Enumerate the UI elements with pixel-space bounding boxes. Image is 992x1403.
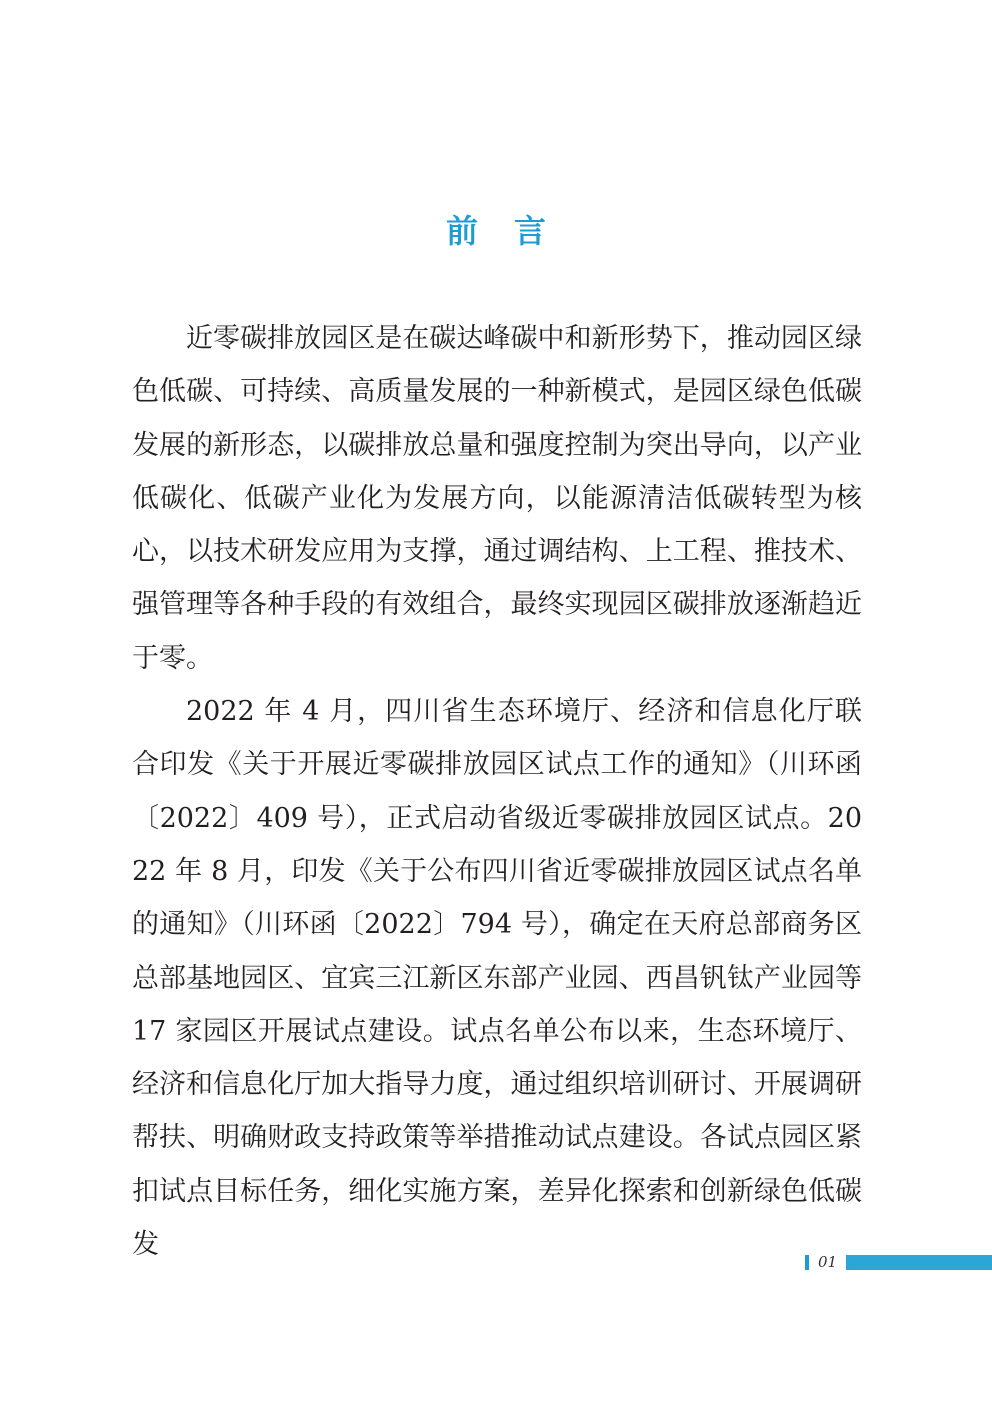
footer-accent-band xyxy=(846,1255,992,1270)
body-text xyxy=(132,312,862,1271)
paragraph-intro: 近零碳排放园区是在碳达峰碳中和新形势下，推动园区绿色低碳、可持续、高质量发展的一种新模式，是园区绿色低碳发展的新形态，以碳排放总量和强度控制为突出导向，以产业低碳化、低碳产业化为发展方向，以能源清洁低碳转型为核心，以技术研发应用为支撑，通过调结构、上工程、推技术、强管理等各种手段的有效组合，最终实现园区碳排放逐渐趋近于零。 xyxy=(132,323,862,674)
page-number-marker xyxy=(805,1255,809,1270)
paragraph-history: 2022 年 4 月，四川省生态环境厅、经济和信息化厅联合印发《关于开展近零碳排放园区试点工作的通知》（川环函〔2022〕409 号），正式启动省级近零碳排放园区试点。2022 年 8 月，印发《关于公布四川省近零碳排放园区试点名单的通知》（川环函〔2022〕794 号），确定在天府总部商务区总部基地园区、宜宾三江新区东部产业园、西昌钒钛产业园等 17 家园区开展试点建设。试点名单公布以来，生态环境厅、经济和信息化厅加大指导力度，通过组织培训研讨、开展调研帮扶、明确财政支持政策等举措推动试点建设。各试点园区紧扣试点目标任务，细化实施方案，差异化探索和创新绿色低碳发 xyxy=(132,696,862,1261)
page-title: 前言 xyxy=(445,212,582,250)
page-number: 01 xyxy=(818,1253,838,1271)
